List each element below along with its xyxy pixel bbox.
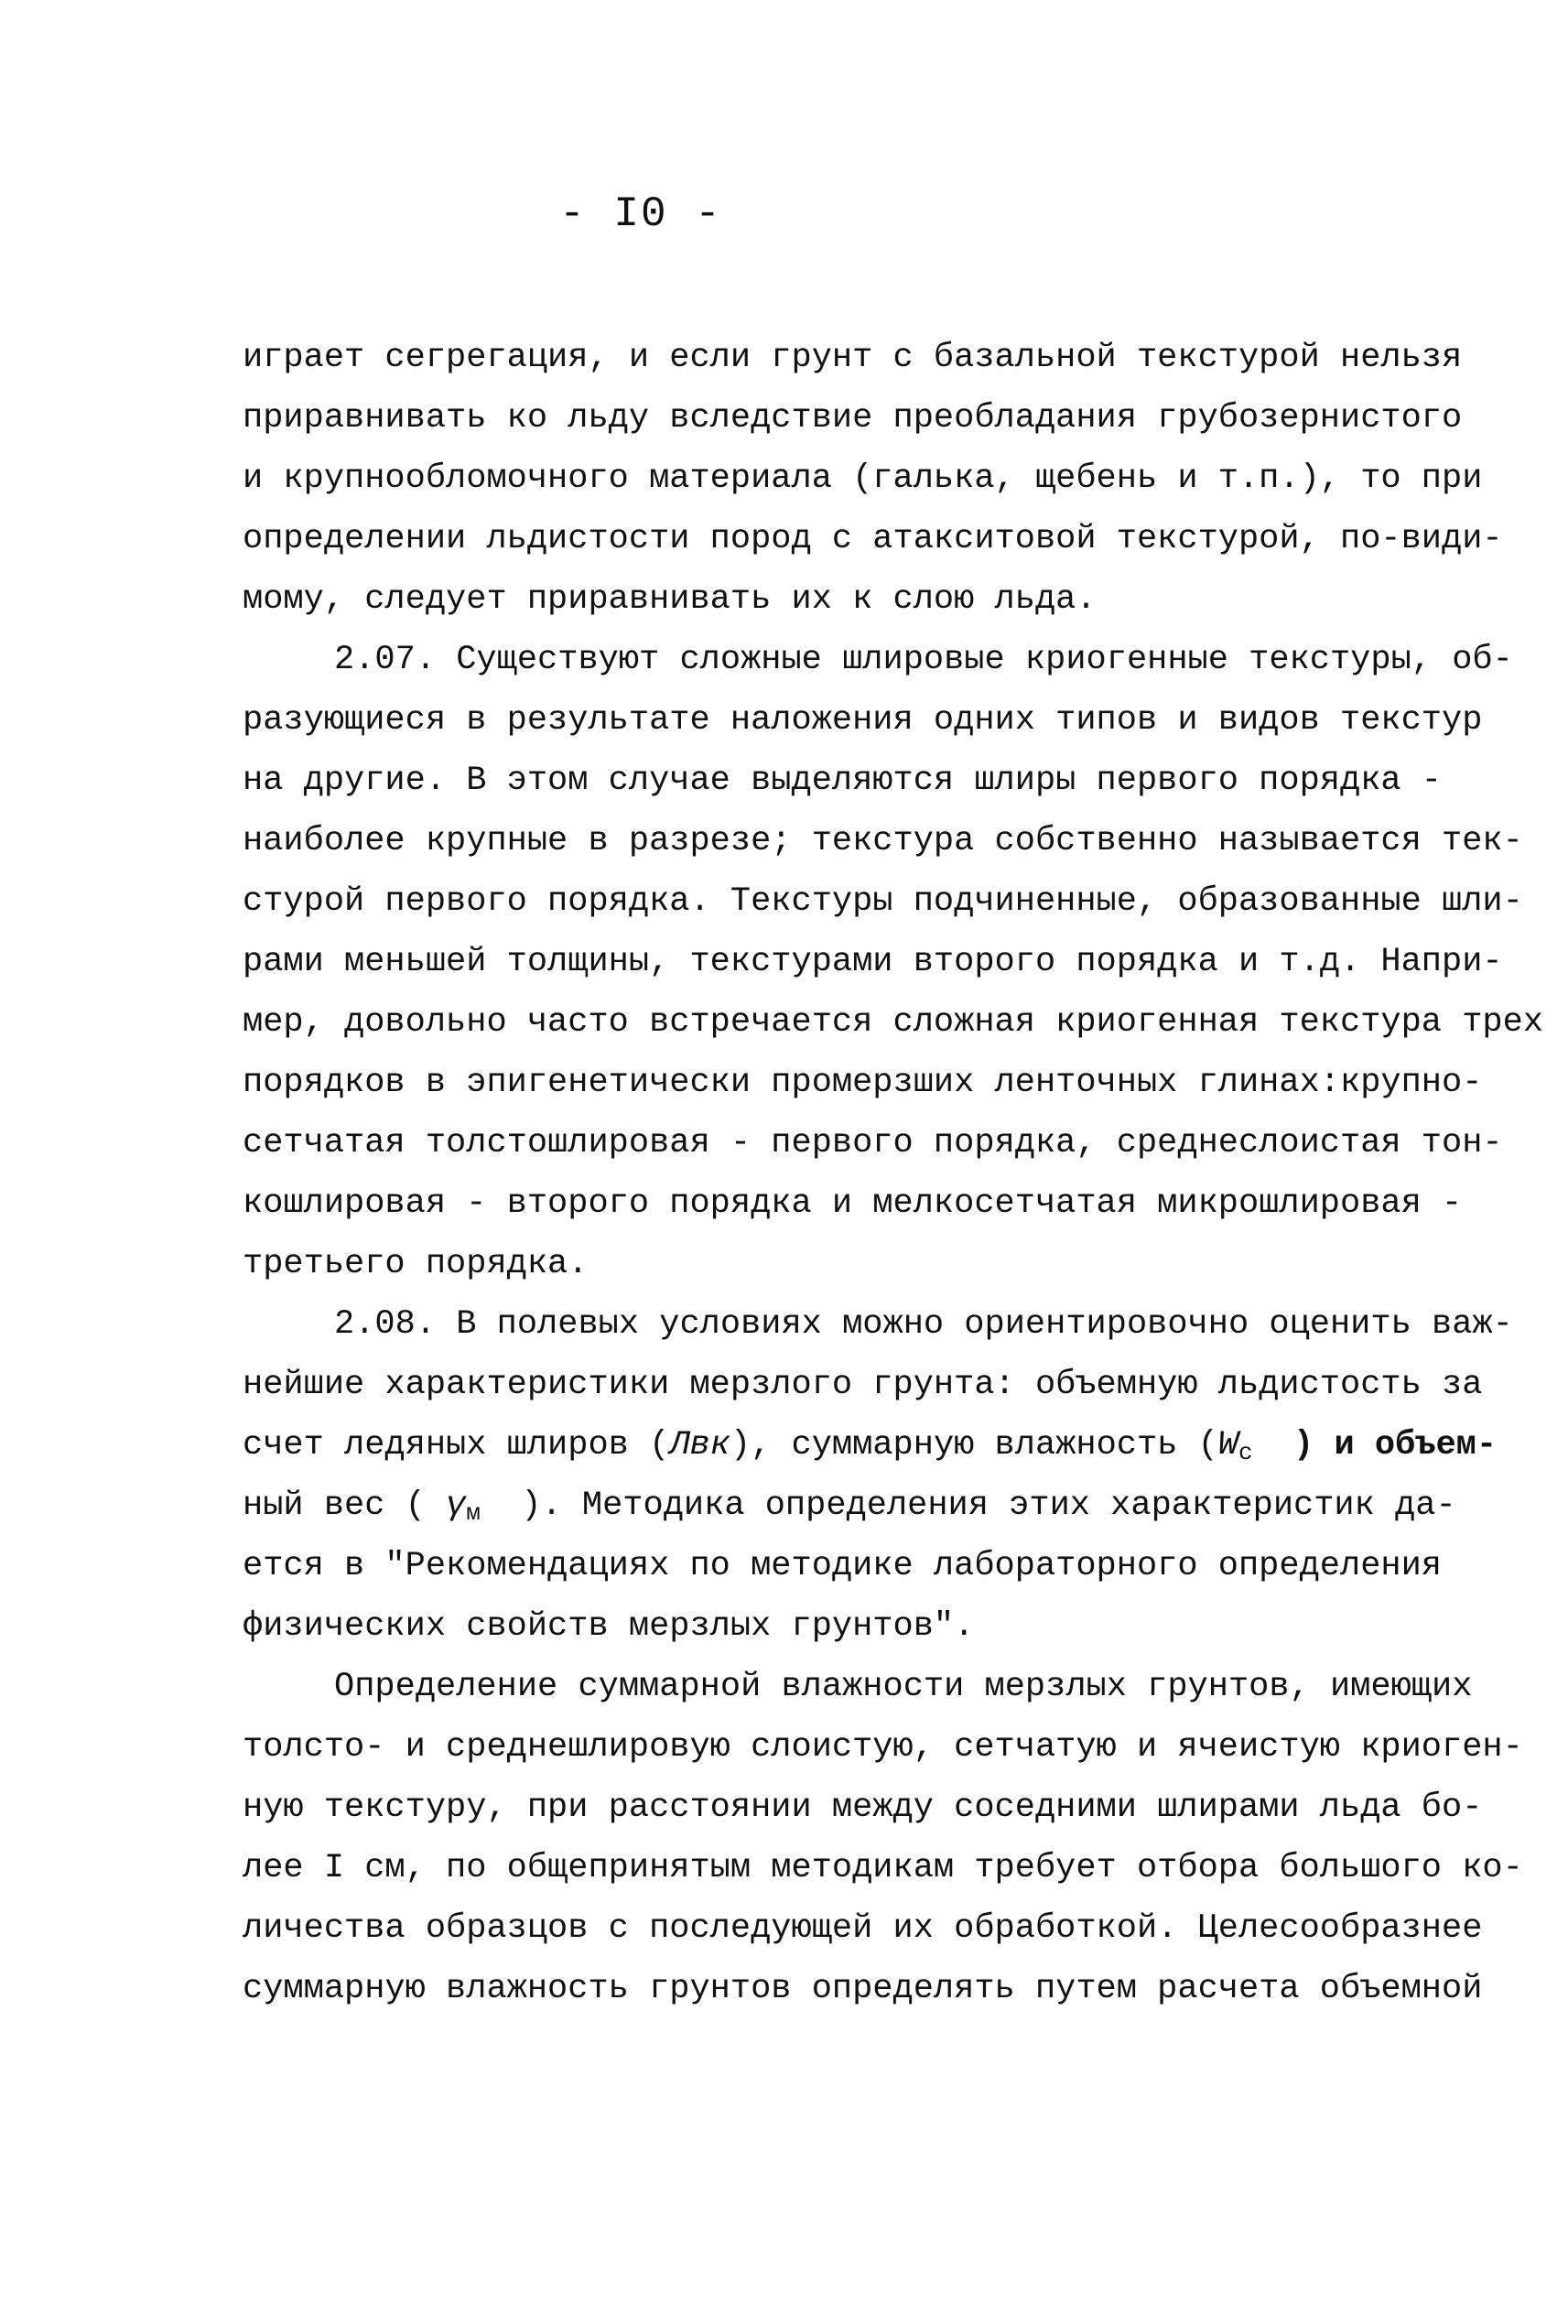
text-line: приравнивать ко льду вследствие преобладания грубозернистого xyxy=(243,399,1463,438)
text-line-formula-2 xyxy=(243,1475,1456,1536)
text-line: рами меньшей толщины, текстурами второго порядка и т.д. Напри- xyxy=(243,943,1503,981)
text-line: кошлировая - второго порядка и мелкосетчатая микрошлировая - xyxy=(243,1184,1463,1223)
text-line: определении льдистости пород с атакситовой текстурой, по-види- xyxy=(243,520,1503,558)
paragraph-group-top xyxy=(243,328,1544,1415)
text-line: стурой первого порядка. Текстуры подчиненные, образованные шли- xyxy=(243,882,1523,921)
text-fragment: ный вес ( xyxy=(243,1486,447,1525)
text-fragment: ) и объем- xyxy=(1252,1426,1498,1465)
text-line: 2.07. Существуют сложные шлировые криогенные текстуры, об- xyxy=(334,641,1513,679)
unit-weight-symbol: γ xyxy=(446,1486,467,1525)
text-line: третьего порядка. xyxy=(243,1245,589,1283)
ice-content-symbol: Лвк xyxy=(669,1426,730,1465)
body-text xyxy=(243,328,1544,2019)
text-line: мому, следует приравнивать их к слою льда. xyxy=(243,580,1097,619)
text-line: ется в "Рекомендациях по методике лабораторного определения xyxy=(243,1547,1443,1585)
text-line: разующиеся в результате наложения одних типов и видов текстур xyxy=(243,701,1483,740)
page-number: - I0 - xyxy=(559,190,722,238)
moisture-symbol-subscript: c xyxy=(1238,1439,1253,1466)
text-line: физических свойств мерзлых грунтов". xyxy=(243,1607,975,1646)
text-line: мер, довольно часто встречается сложная криогенная текстура трех xyxy=(243,1003,1544,1042)
unit-weight-symbol-subscript: м xyxy=(466,1499,481,1527)
paragraph-group-bottom xyxy=(243,1536,1523,2019)
text-fragment: ), суммарную влажность ( xyxy=(730,1426,1218,1465)
text-line: наиболее крупные в разрезе; текстура собственно называется тек- xyxy=(243,822,1523,860)
text-fragment: счет ледяных шлиров ( xyxy=(243,1426,670,1465)
text-line: нейшие характеристики мерзлого грунта: объемную льдистость за xyxy=(243,1366,1483,1404)
text-line: суммарную влажность грунтов определять путем расчета объемной xyxy=(243,1970,1483,2008)
text-line-formula-1 xyxy=(243,1415,1498,1475)
text-line: порядков в эпигенетически промерзших ленточных глинах:крупно- xyxy=(243,1064,1483,1102)
text-line: ную текстуру, при расстоянии между соседними шлирами льда бо- xyxy=(243,1789,1483,1827)
text-line: лее I см, по общепринятым методикам требует отбора большого ко- xyxy=(243,1849,1523,1887)
text-line: сетчатая толстошлировая - первого порядка, среднеслоистая тон- xyxy=(243,1124,1503,1162)
text-line: играет сегрегация, и если грунт с базальной текстурой нельзя xyxy=(243,339,1463,377)
text-line: личества образцов с последующей их обработкой. Целесообразнее xyxy=(243,1909,1483,1948)
text-line: 2.08. В полевых условиях можно ориентировочно оценить важ- xyxy=(334,1305,1513,1344)
text-line: на другие. В этом случае выделяются шлиры первого порядка - xyxy=(243,762,1443,800)
text-line: Определение суммарной влажности мерзлых грунтов, имеющих xyxy=(334,1668,1473,1706)
text-line: и крупнообломочного материала (галька, щебень и т.п.), то при xyxy=(243,459,1483,498)
text-fragment: ). Методика определения этих характеристик да- xyxy=(480,1486,1456,1525)
moisture-symbol: W xyxy=(1217,1426,1239,1465)
text-line: толсто- и среднешлировую слоистую, сетчатую и ячеистую криоген- xyxy=(243,1728,1523,1767)
